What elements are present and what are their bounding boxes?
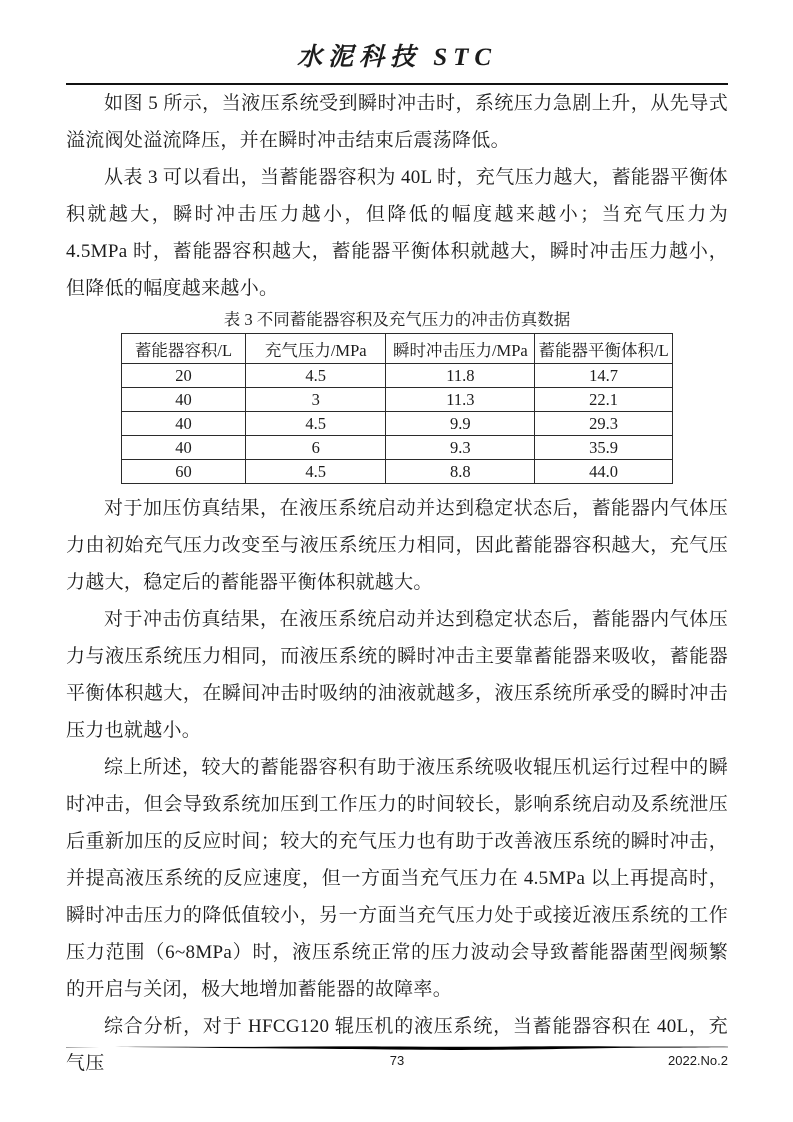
table-header-row (122, 334, 673, 364)
data-table (121, 333, 673, 484)
table-block (66, 309, 728, 484)
issue-number: 2022.No.2 (668, 1053, 728, 1068)
paragraph-4: 对于冲击仿真结果，在液压系统启动并达到稳定状态后，蓄能器内气体压力与液压系统压力相同，而液压系统的瞬时冲击主要靠蓄能器来吸收，蓄能器平衡体积越大，在瞬间冲击时吸纳的油液就越多，液压系统所承受的瞬时冲击压力也就越小。 (66, 609, 728, 741)
table-cell: 40 (122, 388, 246, 412)
table-cell: 14.7 (535, 364, 673, 388)
table-cell: 44.0 (535, 460, 673, 484)
paragraph-6: 综合分析，对于 HFCG120 辊压机的液压系统，当蓄能器容积在 40L，充气压 (66, 1016, 728, 1074)
paragraph-2: 从表 3 可以看出，当蓄能器容积为 40L 时，充气压力越大，蓄能器平衡体积就越大，瞬时冲击压力越小，但降低的幅度越来越小；当充气压力为 4.5MPa 时，蓄能器容积越大，蓄能器平衡体积就越大，瞬时冲击压力越小，但降低的幅度越来越小。 (66, 167, 728, 299)
table-row (122, 412, 673, 436)
table-header-cell: 瞬时冲击压力/MPa (386, 334, 535, 364)
table-cell: 6 (245, 436, 386, 460)
table-cell: 22.1 (535, 388, 673, 412)
table-row (122, 364, 673, 388)
table-cell: 40 (122, 412, 246, 436)
table-caption: 表 3 不同蓄能器容积及充气压力的冲击仿真数据 (223, 310, 571, 329)
table-row (122, 460, 673, 484)
page-content (66, 42, 728, 1082)
table-cell: 9.9 (386, 412, 535, 436)
table-header-cell: 充气压力/MPa (245, 334, 386, 364)
table-row (122, 436, 673, 460)
table-cell: 40 (122, 436, 246, 460)
table-cell: 9.3 (386, 436, 535, 460)
page-footer (66, 1053, 728, 1069)
page-number: 73 (389, 1053, 405, 1068)
table-cell: 4.5 (245, 412, 386, 436)
table-row (122, 388, 673, 412)
table-cell: 29.3 (535, 412, 673, 436)
table-cell: 11.3 (386, 388, 535, 412)
table-cell: 4.5 (245, 364, 386, 388)
table-cell: 20 (122, 364, 246, 388)
table-cell: 60 (122, 460, 246, 484)
paragraph-1: 如图 5 所示，当液压系统受到瞬时冲击时，系统压力急剧上升，从先导式溢流阀处溢流降压，并在瞬时冲击结束后震荡降低。 (66, 93, 728, 151)
table-cell: 4.5 (245, 460, 386, 484)
table-cell: 35.9 (535, 436, 673, 460)
table-cell: 8.8 (386, 460, 535, 484)
table-cell: 11.8 (386, 364, 535, 388)
table-cell: 3 (245, 388, 386, 412)
table-header-cell: 蓄能器平衡体积/L (535, 334, 673, 364)
paragraph-5: 综上所述，较大的蓄能器容积有助于液压系统吸收辊压机运行过程中的瞬时冲击，但会导致系统加压到工作压力的时间较长，影响系统启动及系统泄压后重新加压的反应时间；较大的充气压力也有助于改善液压系统的瞬时冲击，并提高液压系统的反应速度，但一方面当充气压力在 4.5MPa 以上再提高时，瞬时冲击压力的降低值较小，另一方面当充气压力处于或接近液压系统的工作压力范围（6~8MPa）时，液压系统正常的压力波动会导致蓄能器菌型阀频繁的开启与关闭，极大地增加蓄能器的故障率。 (66, 757, 728, 1000)
journal-header-title: 水泥科技 STC (296, 44, 498, 71)
footer-rule (66, 1044, 728, 1051)
table-header-cell: 蓄能器容积/L (122, 334, 246, 364)
body-text (66, 85, 728, 1082)
paragraph-3: 对于加压仿真结果，在液压系统启动并达到稳定状态后，蓄能器内气体压力由初始充气压力改变至与液压系统压力相同，因此蓄能器容积越大，充气压力越大，稳定后的蓄能器平衡体积就越大。 (66, 498, 728, 593)
